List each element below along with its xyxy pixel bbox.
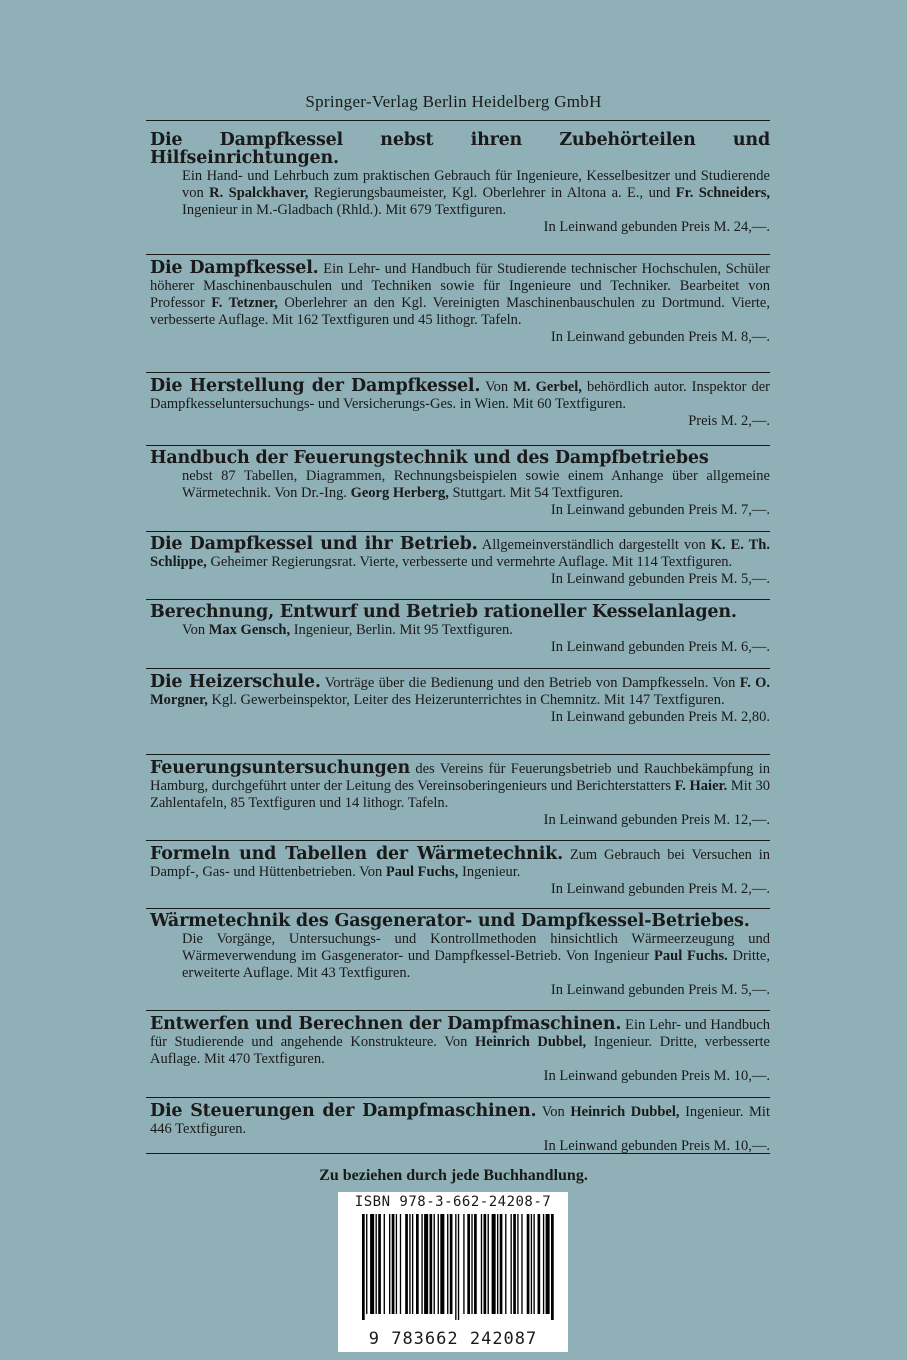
- barcode-bar: [376, 1214, 377, 1314]
- barcode-bar: [481, 1214, 482, 1314]
- book-description: Regierungsbaumeister, Kgl. Oberlehrer in Altona a. E., und: [308, 185, 676, 201]
- barcode-bar: [438, 1214, 439, 1314]
- book-title: Wärmetechnik des Gasgenerator- und Dampfkessel-Betriebes.: [150, 911, 750, 931]
- divider: [146, 372, 770, 373]
- barcode-bar: [416, 1214, 419, 1314]
- book-author: F. Haier.: [674, 778, 728, 794]
- book-author: M. Gerbel,: [513, 379, 582, 395]
- book-description: Dritte, erweiterte Auflage. Mit 43 Textfiguren.: [182, 948, 770, 981]
- book-title: Die Dampfkessel und ihr Betrieb.: [150, 534, 478, 554]
- barcode-bar: [450, 1214, 453, 1314]
- barcode-bar: [488, 1214, 489, 1314]
- book-description: des Vereins für Feuerungsbetrieb und Rauchbekämpfung in Hamburg, durchgeführt unter der Leitung des Vereinsoberingenieurs und Berichterstatters: [150, 761, 770, 794]
- book-price: In Leinwand gebunden Preis M. 2,—.: [550, 881, 770, 897]
- barcode-bar: [474, 1214, 477, 1314]
- book-entry: [150, 674, 770, 726]
- divider: [146, 754, 770, 755]
- book-entry: [150, 913, 770, 999]
- book-author: F. O. Morgner,: [150, 675, 770, 708]
- barcode-bar: [517, 1214, 518, 1314]
- book-description: Ein Hand- und Lehrbuch zum praktischen Gebrauch für Ingenieure, Kesselbesitzer und Studierende von: [182, 168, 770, 201]
- barcode-bar: [378, 1214, 381, 1314]
- book-description: Von: [182, 622, 209, 638]
- barcode-bars: [358, 1214, 558, 1320]
- barcode-bar: [500, 1214, 503, 1314]
- barcode-bar: [463, 1214, 464, 1314]
- barcode-bar: [400, 1214, 401, 1314]
- book-price: In Leinwand gebunden Preis M. 6,—.: [550, 639, 770, 655]
- barcode-bar: [447, 1214, 448, 1314]
- barcode-bar: [546, 1214, 550, 1314]
- book-description: Ingenieur.: [458, 864, 521, 880]
- divider: [146, 445, 770, 446]
- book-title: Die Heizerschule.: [150, 672, 321, 692]
- book-title: Die Dampfkessel nebst ihren Zubehörteilen und Hilfseinrichtungen.: [150, 130, 770, 168]
- barcode-bar: [458, 1214, 459, 1320]
- divider: [146, 1097, 770, 1098]
- barcode-bar: [409, 1214, 410, 1314]
- barcode-bar: [396, 1214, 397, 1314]
- book-description: Vorträge über die Bedienung und den Betrieb von Dampfkesseln. Von: [320, 675, 740, 691]
- book-author: Fr. Schneiders,: [675, 185, 771, 201]
- divider: [146, 908, 770, 909]
- book-title: Berechnung, Entwurf und Betrieb rationeller Kesselanlagen.: [150, 602, 737, 622]
- book-description: Von: [480, 379, 514, 395]
- book-entry: [150, 604, 770, 656]
- book-entry: [150, 260, 770, 346]
- barcode-bar: [424, 1214, 428, 1314]
- book-description: behördlich autor. Inspektor der Dampfkesseluntersuchungs- und Versicherungs-Ges. in Wien. Mit 60 Textfiguren.: [150, 379, 771, 412]
- book-title: Die Dampfkessel.: [150, 258, 319, 278]
- footer-note: Zu beziehen durch jede Buchhandlung.: [319, 1167, 588, 1184]
- book-description: Mit 30 Zahlentafeln, 85 Textfiguren und 14 lithogr. Tafeln.: [150, 778, 771, 811]
- publisher-header: Springer-Verlag Berlin Heidelberg GmbH: [305, 92, 602, 111]
- barcode-bar: [492, 1214, 496, 1314]
- book-price: In Leinwand gebunden Preis M. 10,—.: [543, 1068, 770, 1084]
- book-description: Allgemeinverständlich dargestellt von: [477, 537, 711, 553]
- book-author: Heinrich Dubbel,: [474, 1034, 587, 1050]
- book-price: In Leinwand gebunden Preis M. 2,80.: [550, 709, 770, 725]
- book-author: K. E. Th. Schlippe,: [150, 537, 770, 570]
- book-description: Kgl. Gewerbeinspektor, Leiter des Heizerunterrichtes in Chemnitz. Mit 147 Textfiguren.: [207, 692, 725, 708]
- barcode-bar: [362, 1214, 365, 1320]
- divider: [146, 254, 770, 255]
- book-entry: [150, 1016, 770, 1085]
- book-author: R. Spalckhaver,: [209, 185, 309, 201]
- divider: [146, 668, 770, 669]
- book-description: Geheimer Regierungsrat. Vierte, verbesserte und vermehrte Auflage. Mit 114 Textfiguren.: [206, 554, 733, 570]
- book-entry: [150, 132, 770, 236]
- book-description: Ingenieur. Mit 446 Textfiguren.: [150, 1104, 770, 1137]
- book-description: nebst 87 Tabellen, Diagrammen, Rechnungsbeispielen sowie einem Anhange über allgemeine Wärmetechnik. Von Dr.-Ing.: [182, 468, 770, 501]
- book-description: Ingenieur. Dritte, verbesserte Auflage. Mit 470 Textfiguren.: [150, 1034, 770, 1067]
- barcode-bar: [455, 1214, 456, 1320]
- book-price: In Leinwand gebunden Preis M. 8,—.: [550, 329, 770, 345]
- book-price: In Leinwand gebunden Preis M. 7,—.: [550, 502, 770, 518]
- book-description: Oberlehrer an den Kgl. Vereinigten Maschinenbauschulen zu Dortmund. Vierte, verbesserte Auflage. Mit 162 Textfiguren und 45 lithogr. Tafeln.: [150, 295, 770, 328]
- book-description: Ingenieur in M.-Gladbach (Rhld.). Mit 679 Textfiguren.: [182, 202, 507, 218]
- barcode-bar: [370, 1214, 374, 1314]
- book-entry: [150, 1103, 770, 1155]
- barcode-bar: [412, 1214, 413, 1314]
- book-price: In Leinwand gebunden Preis M. 5,—.: [550, 571, 770, 587]
- book-title: Entwerfen und Berechnen der Dampfmaschinen.: [150, 1014, 622, 1034]
- book-price: In Leinwand gebunden Preis M. 5,—.: [550, 982, 770, 998]
- barcode-bar: [384, 1214, 385, 1314]
- book-title: Feuerungsuntersuchungen: [150, 758, 410, 778]
- book-author: Max Gensch,: [208, 622, 291, 638]
- book-price: In Leinwand gebunden Preis M. 10,—.: [543, 1138, 770, 1154]
- book-title: Handbuch der Feuerungstechnik und des Dampfbetriebes: [150, 448, 709, 468]
- book-description: Die Vorgänge, Untersuchungs- und Kontrollmethoden hinsichtlich Wärmeerzeugung und Wärmeverwendung im Gasgenerator- und Dampfkessel-Betrieb. Von Ingenieur: [182, 931, 770, 964]
- book-description: Von: [536, 1104, 571, 1120]
- barcode-bar: [521, 1214, 522, 1314]
- barcode-bar: [484, 1214, 487, 1314]
- book-description: Stuttgart. Mit 54 Textfiguren.: [448, 485, 624, 501]
- barcode-bar: [533, 1214, 534, 1314]
- book-entry: [150, 846, 770, 898]
- divider: [146, 531, 770, 532]
- divider: [146, 840, 770, 841]
- barcode-bar: [440, 1214, 444, 1314]
- barcode-bar: [471, 1214, 472, 1314]
- barcode-bar: [434, 1214, 435, 1314]
- barcode-bar: [497, 1214, 498, 1314]
- book-description: Ein Lehr- und Handbuch für Studierende und angehende Konstrukteure. Von: [150, 1017, 771, 1050]
- book-author: Paul Fuchs.: [654, 948, 728, 964]
- divider: [146, 120, 770, 121]
- barcode-bar: [543, 1214, 544, 1314]
- barcode-bar: [392, 1214, 395, 1314]
- barcode-bar: [421, 1214, 422, 1314]
- book-entry: [150, 536, 770, 588]
- barcode-bar: [405, 1214, 408, 1314]
- book-title: Die Herstellung der Dampfkessel.: [150, 376, 481, 396]
- barcode-bar: [538, 1214, 541, 1314]
- book-title: Die Steuerungen der Dampfmaschinen.: [150, 1101, 537, 1121]
- divider: [146, 1010, 770, 1011]
- book-price: In Leinwand gebunden Preis M. 12,—.: [543, 812, 770, 828]
- barcode-bar: [467, 1214, 470, 1314]
- barcode-bar: [389, 1214, 390, 1314]
- book-price: Preis M. 2,—.: [688, 413, 770, 429]
- book-entry: [150, 760, 770, 829]
- book-author: Paul Fuchs,: [385, 864, 459, 880]
- book-author: Georg Herberg,: [350, 485, 449, 501]
- barcode-bar: [513, 1214, 516, 1314]
- isbn-barcode: [338, 1192, 568, 1352]
- barcode-bar: [366, 1214, 367, 1314]
- book-description: Zum Gebrauch bei Versuchen in Dampf-, Gas- und Hüttenbetrieben. Von: [150, 847, 770, 880]
- barcode-bar: [551, 1214, 554, 1320]
- book-entry: [150, 378, 770, 430]
- book-author: F. Tetzner,: [211, 295, 278, 311]
- isbn-label: ISBN 978-3-662-24208-7: [354, 1194, 552, 1210]
- book-author: Heinrich Dubbel,: [570, 1104, 680, 1120]
- barcode-digits: 9 783662 242087: [368, 1329, 538, 1349]
- barcode-bar: [505, 1214, 506, 1314]
- divider: [146, 1153, 770, 1154]
- book-description: Ein Lehr- und Handbuch für Studierende technischer Hochschulen, Schüler höherer Maschinenbauschulen und Techniken sowie für Ingenieure und Techniker. Bearbeitet von Professor: [150, 261, 770, 311]
- barcode-bar: [531, 1214, 532, 1314]
- barcode-bar: [511, 1214, 512, 1314]
- book-price: In Leinwand gebunden Preis M. 24,—.: [543, 219, 770, 235]
- barcode-bar: [527, 1214, 530, 1314]
- book-title: Formeln und Tabellen der Wärmetechnik.: [150, 844, 563, 864]
- divider: [146, 599, 770, 600]
- book-description: Ingenieur, Berlin. Mit 95 Textfiguren.: [290, 622, 513, 638]
- barcode-bar: [430, 1214, 433, 1314]
- book-entry: [150, 450, 770, 519]
